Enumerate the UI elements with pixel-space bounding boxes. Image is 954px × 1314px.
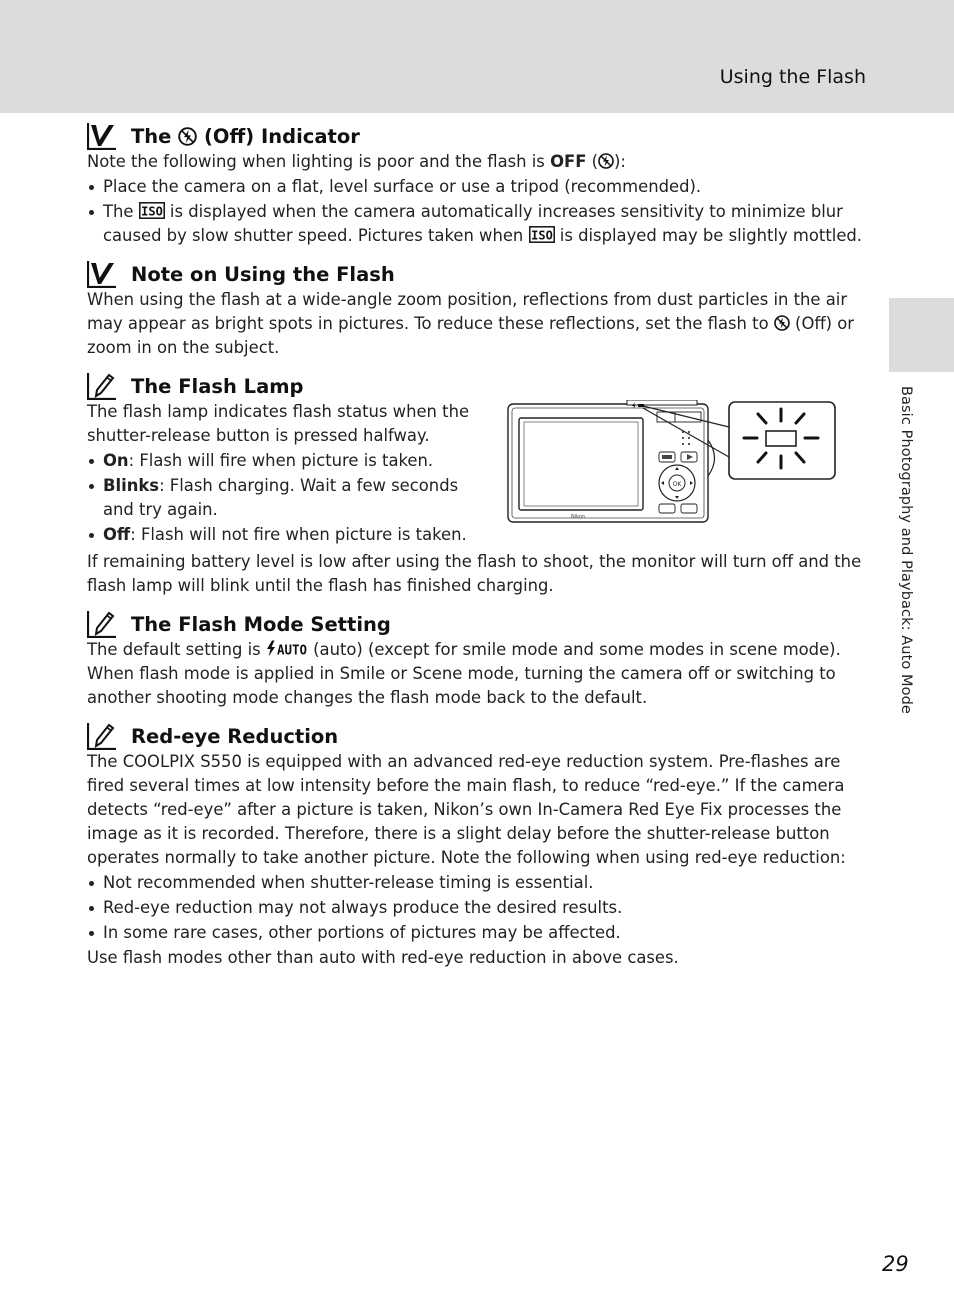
page-header (0, 0, 954, 113)
list-item: In some rare cases, other portions of pictures may be affected. (87, 921, 865, 945)
text: (Off) or zoom in on the subject. (87, 314, 855, 357)
term: On (103, 451, 129, 470)
section-title: Note on Using the Flash (131, 263, 395, 286)
section-red-eye (87, 720, 865, 970)
title-text-pre: The (131, 125, 172, 148)
bullet-list (87, 871, 865, 945)
section-off-indicator (87, 120, 865, 248)
section-title: The Flash Lamp (131, 375, 304, 398)
off-label: OFF (550, 152, 587, 171)
flash-off-icon (774, 315, 790, 331)
desc: : Flash charging. Wait a few seconds and try again. (103, 476, 459, 519)
text: When using the flash at a wide-angle zoom position, reflections from dust particles in the air may appear as bright spots in pictures. To reduce these reflections, set the flash to (87, 290, 848, 333)
flash-auto-icon (266, 640, 308, 657)
title-text-post: (Off) Indicator (204, 125, 360, 148)
bullet-list (87, 449, 482, 547)
section-flash-lamp (87, 370, 865, 598)
list-item (87, 200, 865, 248)
flash-off-icon (598, 153, 614, 169)
term: Blinks (103, 476, 160, 495)
pencil-note-icon (87, 722, 117, 750)
paragraph: The COOLPIX S550 is equipped with an advanced red-eye reduction system. Pre-flashes are fired several times at low intensity before the main flash, to reduce “red-eye.” If the camera detects “red-eye” after a picture is taken, Nikon’s own In-Camera Red Eye Fix processes the image as it is recorded. Therefore, there is a slight delay before the shutter-release button operates normally to take another picture. Note the following when using red-eye reduction: (87, 752, 846, 867)
iso-icon (139, 202, 165, 219)
section-heading (87, 258, 865, 288)
intro-end-text: ): (614, 152, 626, 171)
header-title: Using the Flash (719, 66, 866, 88)
checkmark-caution-icon (87, 260, 117, 288)
section-title (131, 125, 360, 149)
paragraph (87, 638, 865, 662)
section-heading (87, 120, 865, 150)
svg-text:AUTO: AUTO (276, 643, 308, 657)
list-item: Place the camera on a flat, level surface or use a tripod (recommended). (87, 175, 865, 199)
section-title: The Flash Mode Setting (131, 613, 391, 636)
side-tab (889, 298, 954, 372)
camera-brand-label: Nikon (571, 514, 586, 520)
list-item: Red-eye reduction may not always produce the desired results. (87, 896, 865, 920)
svg-text:ISO: ISO (530, 228, 553, 243)
paragraph: The flash lamp indicates flash status when the shutter-release button is pressed halfway. (87, 402, 470, 445)
list-item (87, 474, 482, 522)
flash-lamp-text (87, 400, 482, 547)
checkmark-caution-icon (87, 122, 117, 150)
camera-back-illustration (507, 400, 837, 532)
bullet-list (87, 175, 865, 248)
text: is displayed when the camera automatically increases sensitivity to minimize blur caused by slow shutter speed. Pictures taken when (103, 202, 843, 245)
term: Off (103, 525, 131, 544)
paragraph: If remaining battery level is low after using the flash to shoot, the monitor will turn off and the flash lamp will blink until the flash has finished charging. (87, 552, 862, 595)
paragraph (87, 150, 865, 174)
section-heading (87, 608, 865, 638)
section-heading (87, 370, 865, 400)
page-number: 29 (882, 1252, 909, 1276)
text: (auto) (except for smile mode and some modes in scene mode). (313, 640, 841, 659)
side-tab-label: Basic Photography and Playback: Auto Mode (898, 386, 914, 714)
paren-text: ( (586, 152, 598, 171)
section-note-flash (87, 258, 865, 360)
desc: : Flash will fire when picture is taken. (128, 451, 434, 470)
pencil-note-icon (87, 372, 117, 400)
paragraph (87, 288, 865, 360)
svg-text:ISO: ISO (140, 204, 163, 219)
page-content (87, 120, 865, 980)
text: The default setting is (87, 640, 261, 659)
svg-text:OK: OK (672, 481, 682, 488)
list-item (87, 523, 482, 547)
desc: : Flash will not fire when picture is taken. (130, 525, 467, 544)
paragraph: When flash mode is applied in Smile or Scene mode, turning the camera off or switching to another shooting mode changes the flash mode back to the default. (87, 664, 836, 707)
section-heading (87, 720, 865, 750)
list-item: Not recommended when shutter-release timing is essential. (87, 871, 865, 895)
text: is displayed may be slightly mottled. (559, 226, 863, 245)
section-flash-mode (87, 608, 865, 710)
pencil-note-icon (87, 610, 117, 638)
intro-text: Note the following when lighting is poor and the flash is (87, 152, 551, 171)
flash-off-icon (178, 127, 197, 146)
text: The (103, 202, 134, 221)
list-item (87, 449, 482, 473)
paragraph: Use flash modes other than auto with red-eye reduction in above cases. (87, 948, 679, 967)
section-title: Red-eye Reduction (131, 725, 339, 748)
iso-icon (529, 226, 555, 243)
